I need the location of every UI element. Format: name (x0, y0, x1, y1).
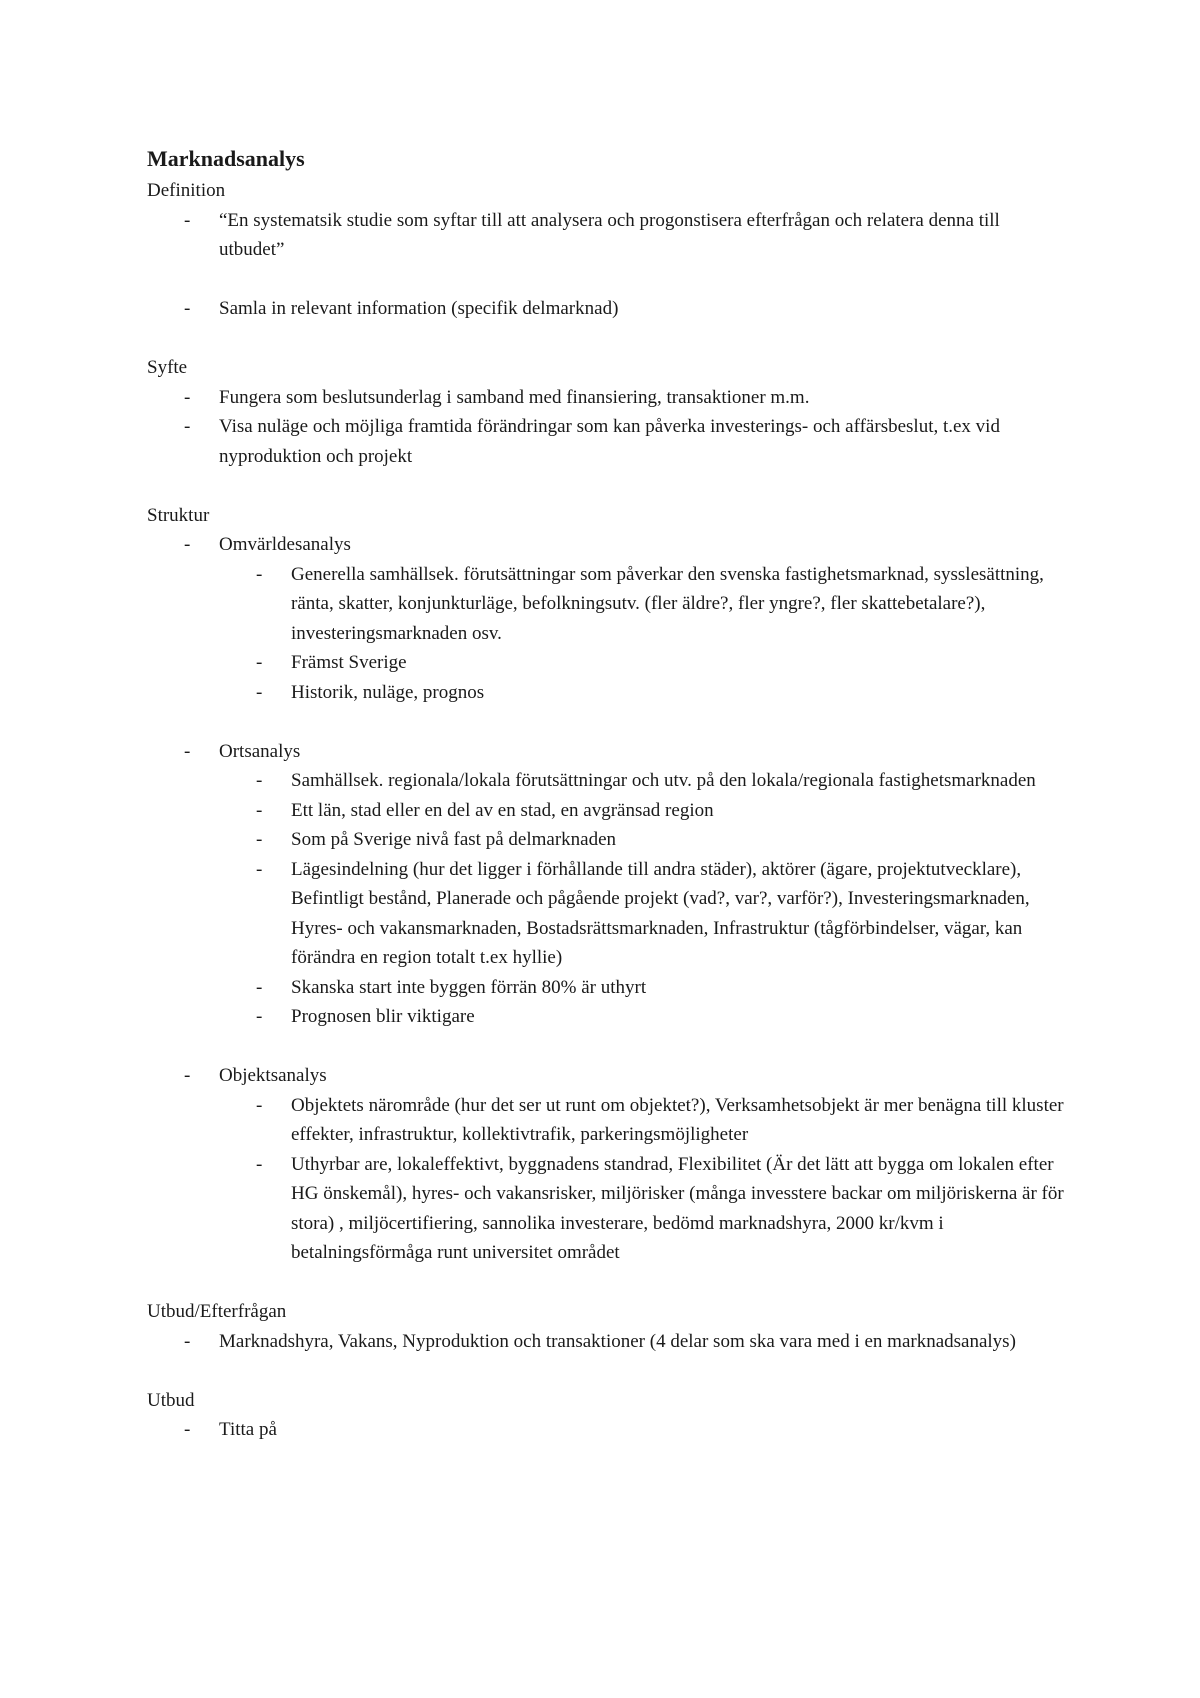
section-heading-definition: Definition (147, 180, 226, 201)
list-item (147, 206, 1067, 265)
sublist-item-text: Lägesindelning (hur det ligger i förhållande till andra städer), aktörer (ägare, projektutvecklare), Befintligt bestånd, Planerade och pågående projekt (vad?, var?, varför?), Investeringsmarknaden, Hyres- och vakansmarknaden, Bostadsrättsmarknaden, Infrastruktur (tågförbindelser, vägar, kan förändra en region totalt t.ex hyllie) (291, 858, 1030, 968)
bullet-dash: - (184, 534, 191, 555)
list-item-omvarldesanalys (147, 530, 1067, 707)
sublist-item-text: Objektets närområde (hur det ser ut runt om objektet?), Verksamhetsobjekt är mer benägna till kluster effekter, infrastruktur, kollektivtrafik, parkeringsmöjligheter (291, 1094, 1064, 1145)
bullet-dash: - (256, 799, 263, 821)
sublist-item-text: Främst Sverige (291, 652, 407, 673)
bullet-dash: - (256, 1094, 263, 1116)
spacer (147, 324, 1067, 354)
bullet-dash: - (184, 416, 191, 437)
list-item-objektsanalys (147, 1061, 1067, 1268)
spacer (147, 1268, 1067, 1298)
list-item-text: Omvärldesanalys (219, 534, 351, 555)
section-heading-syfte: Syfte (147, 357, 188, 378)
sublist-item-text: Prognosen blir viktigare (291, 1006, 475, 1027)
list-item-ortsanalys (147, 737, 1067, 1032)
bullet-dash: - (256, 1006, 263, 1027)
sublist-item (147, 766, 1067, 796)
bullet-dash: - (256, 770, 263, 791)
list-item (147, 1415, 1067, 1445)
sublist-item (147, 560, 1067, 649)
bullet-dash: - (184, 386, 191, 408)
list-item-text: “En systematsik studie som syftar till att analysera och progonstisera efterfrågan och relatera denna till utbudet” (219, 209, 1000, 260)
bullet-dash: - (184, 1330, 191, 1352)
ort-sublist (147, 766, 1067, 1032)
sublist-item-text: Skanska start inte byggen förrän 80% är uthyrt (291, 976, 647, 998)
document-content (147, 142, 1067, 1445)
sublist-item (147, 648, 1067, 678)
spacer (147, 265, 1067, 295)
bullet-dash: - (256, 681, 263, 703)
list-item (147, 412, 1067, 471)
sublist-item (147, 1002, 1067, 1032)
page-title: Marknadsanalys (147, 146, 305, 171)
sublist-item-text: Generella samhällsek. förutsättningar som påverkar den svenska fastighetsmarknad, sysslesättning, ränta, skatter, konjunkturläge, befolkningsutv. (fler äldre?, fler yngre?, fler skattebetalare?), investeringsmarknaden osv. (291, 563, 1044, 644)
utbud-list (147, 1415, 1067, 1445)
bullet-dash: - (184, 209, 191, 231)
list-item-text: Marknadshyra, Vakans, Nyproduktion och transaktioner (4 delar som ska vara med i en marknadsanalys) (219, 1330, 1016, 1352)
sublist-item (147, 1150, 1067, 1268)
sublist-item-text: Samhällsek. regionala/lokala förutsättningar och utv. på den lokala/regionala fastighetsmarknaden (291, 770, 1036, 791)
list-item (147, 294, 1067, 324)
definition-list (147, 206, 1067, 324)
sublist-item-text: Uthyrbar are, lokaleffektivt, byggnadens standrad, Flexibilitet (Är det lätt att bygga om lokalen efter HG önskemål), hyres- och vakansrisker, miljörisker (många invesstere backar om miljöriskerna är för stora) , miljöcertifiering, sannolika investerare, bedömd marknadshyra, 2000 kr/kvm i betalningsförmåga runt universitet området (291, 1153, 1064, 1263)
struktur-list (147, 530, 1067, 1268)
bullet-dash: - (256, 563, 263, 585)
sublist-item-text: Som på Sverige nivå fast på delmarknaden (291, 829, 617, 850)
omvarld-sublist (147, 560, 1067, 708)
sublist-item (147, 796, 1067, 826)
bullet-dash: - (256, 652, 263, 673)
list-item-text: Titta på (219, 1419, 277, 1440)
objekt-sublist (147, 1091, 1067, 1268)
list-item-text: Visa nuläge och möjliga framtida förändringar som kan påverka investerings- och affärsbeslut, t.ex vid nyproduktion och projekt (219, 416, 1000, 467)
sublist-item (147, 973, 1067, 1003)
section-heading-utbud-efterfragan: Utbud/Efterfrågan (147, 1301, 287, 1322)
list-item-text: Samla in relevant information (specifik delmarknad) (219, 298, 619, 319)
list-item (147, 1327, 1067, 1357)
bullet-dash: - (184, 298, 191, 319)
sublist-item-text: Ett län, stad eller en del av en stad, en avgränsad region (291, 799, 714, 821)
utbud-efterfragan-list (147, 1327, 1067, 1357)
spacer (147, 1032, 1067, 1062)
bullet-dash: - (184, 1065, 191, 1086)
bullet-dash: - (184, 1419, 191, 1440)
list-item-text: Objektsanalys (219, 1065, 327, 1086)
spacer (147, 471, 1067, 501)
spacer (147, 1356, 1067, 1386)
list-item-text: Ortsanalys (219, 740, 301, 762)
list-item (147, 383, 1067, 413)
bullet-dash: - (256, 858, 263, 880)
section-heading-struktur: Struktur (147, 504, 210, 526)
bullet-dash: - (256, 1153, 263, 1175)
sublist-item (147, 1091, 1067, 1150)
syfte-list (147, 383, 1067, 472)
list-item-text: Fungera som beslutsunderlag i samband med finansiering, transaktioner m.m. (219, 386, 810, 408)
sublist-item-text: Historik, nuläge, prognos (291, 681, 485, 703)
bullet-dash: - (184, 740, 191, 762)
section-heading-utbud: Utbud (147, 1389, 195, 1411)
bullet-dash: - (256, 976, 263, 998)
sublist-item (147, 678, 1067, 708)
bullet-dash: - (256, 829, 263, 850)
spacer (147, 707, 1067, 737)
sublist-item (147, 855, 1067, 973)
sublist-item (147, 825, 1067, 855)
